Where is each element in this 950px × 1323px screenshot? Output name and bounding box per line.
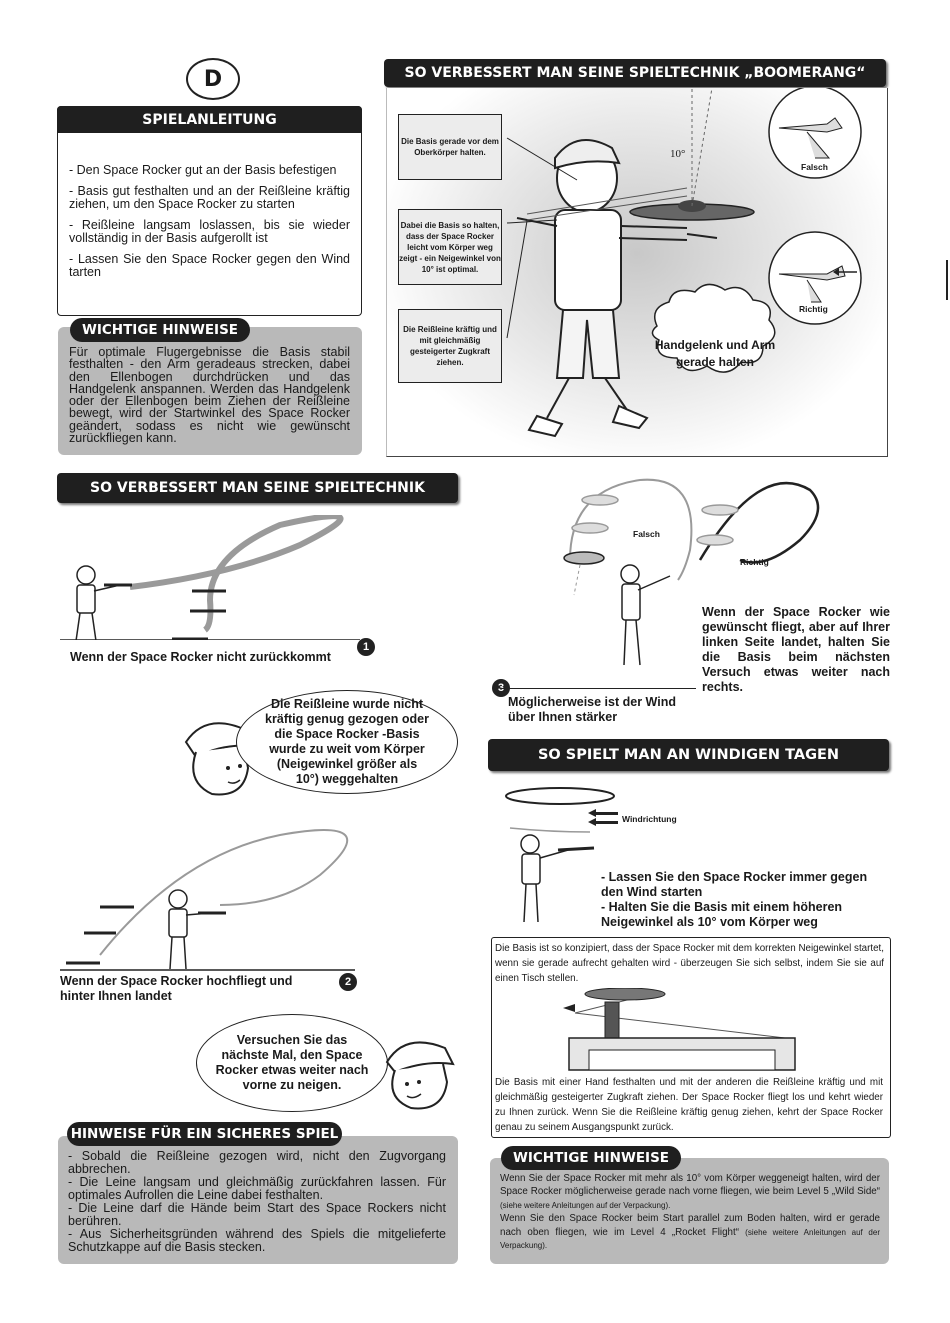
step-2: - Basis gut festhalten und an der Reißleine kräftig ziehen, um den Space Rocker zu starten: [69, 184, 350, 211]
callout-reissleine-text: Die Reißleine kräftig und mit gleichmäßig gesteigerter Zugkraft ziehen.: [403, 325, 497, 367]
richtig-label-scene3: Richtig: [740, 557, 769, 567]
scene-3-baseline: [500, 688, 696, 689]
wind-direction-label: Windrichtung: [622, 814, 677, 824]
sicher-item-4: - Aus Sicherheitsgründen während des Spiels die mitgelieferte Schutzkappe auf die Basis stecken.: [68, 1227, 446, 1254]
scene-1-illustration: [60, 515, 370, 640]
windig-step-1: - Lassen Sie den Space Rocker immer gegen den Wind starten: [601, 870, 868, 899]
falsch-label-top: Falsch: [801, 162, 828, 172]
wichtige-hinweise-header: [70, 318, 250, 342]
sicher-header: [67, 1122, 342, 1146]
wichtige-hinweise-text: Für optimale Flugergebnisse die Basis stabil festhalten - den Arm geradeaus strecken, dabei den Ellenbogen durchdrücken und das Handgelenk anspannen. Werden das Handgelenk oder der Ellenbogen beim Ziehen der Reißleine bewegt, wird der Startwinkel des Space Rocker geändert, sodass es nicht wie gewünscht zurückfliegen kann.: [69, 345, 350, 446]
speech-bubble-1: [236, 690, 458, 794]
face-2-illustration: [381, 1032, 457, 1112]
spielanleitung-header: [57, 106, 362, 133]
angle-label: 10°: [670, 148, 686, 160]
technik-header: [57, 473, 458, 503]
table-demo-text-1: Die Basis ist so konzipiert, dass der Space Rocker mit dem korrekten Neigewinkel startet, wenn sie gerade aufrecht gehalten wird - überzeugen Sie sich selbst, indem Sie sie auf einen Tisch stellen.: [495, 943, 884, 984]
richtig-label-top: Richtig: [799, 304, 828, 314]
boomerang-title: SO VERBESSERT MAN SEINE SPIELTECHNIK „BOOMERANG“: [404, 65, 866, 81]
speech-bubble-1-text: Die Reißleine wurde nicht kräftig genug gezogen oder die Space Rocker -Basis wurde zu weit vom Körper (Neigewinkel größer als 10°) weggehalten: [265, 697, 429, 786]
wichtige-hinweise-2-text: [500, 1172, 880, 1252]
sicher-item-2: - Die Leine langsam und gleichmäßig zurückfahren lassen. Für optimales Aufrollen die Leine dabei festhalten.: [68, 1175, 446, 1202]
wichtige-hinweise-2-header: [501, 1146, 681, 1170]
wichtige-hinweise-2-p1: Wenn Sie der Space Rocker mit mehr als 10° vom Körper weggeneigt halten, wird der Space Rocker möglicherweise gerade nach vorne fliegen, wie beim Level 5 „Wild Side“ (siehe weitere Anleitungen auf der Verpackung).: [500, 1173, 880, 1210]
spielanleitung-title: SPIELANLEITUNG: [142, 111, 277, 128]
sicher-item-1: - Sobald die Reißleine gezogen wird, nicht den Zugvorgang abbrechen.: [68, 1149, 446, 1176]
case-number-3: 3: [492, 679, 510, 697]
case-2-label: Wenn der Space Rocker hochfliegt und hinter Ihnen landet: [60, 974, 293, 1003]
sicher-list: [68, 1150, 446, 1254]
child-figure: [517, 140, 717, 436]
language-badge-label: D: [203, 66, 223, 92]
callout-neigewinkel: [398, 209, 502, 285]
wrist-note: Handgelenk und Arm gerade halten: [654, 338, 776, 369]
speech-bubble-2-text: Versuchen Sie das nächste Mal, den Space Rocker etwas weiter nach vorne zu neigen.: [215, 1033, 369, 1092]
step-4: - Lassen Sie den Space Rocker gegen den Wind tarten: [69, 252, 350, 279]
case-number-2: 2: [339, 973, 357, 991]
callout-basis-gerade: [398, 114, 502, 180]
windig-header: [488, 739, 889, 771]
page-edge-marker: [946, 260, 948, 300]
windig-step-2: - Halten Sie die Basis mit einem höheren Neigewinkel als 10° vom Körper weg: [601, 900, 843, 929]
step-1: - Den Space Rocker gut an der Basis befestigen: [69, 163, 337, 177]
language-badge: [186, 58, 240, 100]
spielanleitung-steps: [69, 164, 350, 279]
windig-steps: [601, 870, 891, 930]
windig-title: SO SPIELT MAN AN WINDIGEN TAGEN: [537, 747, 840, 763]
case-number-1: 1: [357, 638, 375, 656]
callout-reissleine: [398, 309, 502, 383]
sicher-title: HINWEISE FÜR EIN SICHERES SPIEL: [70, 1126, 339, 1142]
technik-title: SO VERBESSERT MAN SEINE SPIELTECHNIK: [90, 480, 425, 496]
wichtige-hinweise-2-title: WICHTIGE HINWEISE: [512, 1150, 670, 1166]
case-3-right-text: Wenn der Space Rocker wie gewünscht fliegt, aber auf Ihrer linken Seite landet, halten Sie die Basis beim nächsten Versuch etwas weiter nach rechts.: [702, 605, 890, 694]
callout-neigewinkel-text: Dabei die Basis so halten, dass der Space Rocker leicht vom Körper weg zeigt - ein Neigewinkel von 10° ist optimal.: [399, 220, 501, 274]
sicher-item-3: - Die Leine darf die Hände beim Start des Space Rockers nicht berühren.: [68, 1201, 446, 1228]
scene-2-illustration: [60, 815, 360, 975]
wichtige-hinweise-2-p2: Wenn Sie den Space Rocker beim Start parallel zum Boden halten, wird er gerade nach oben fliegen, wie im Level 4 „Rocket Flight“ (siehe weitere Anleitungen auf der Verpackung).: [500, 1213, 880, 1251]
speech-bubble-2: [196, 1014, 388, 1112]
case-3-left-text: Möglicherweise ist der Wind über Ihnen stärker: [508, 695, 676, 724]
wichtige-hinweise-title: WICHTIGE HINWEISE: [81, 322, 239, 338]
falsch-label-scene3: Falsch: [633, 529, 660, 539]
table-demo-illustration: [555, 988, 815, 1078]
table-demo-text-2: Die Basis mit einer Hand festhalten und mit der anderen die Reißleine kräftig und mit gleichmäßig gesteigerter Zugkraft ziehen. Der Space Rocker fliegt los und kehrt wieder zu Ihnen zurück. Wenn Sie die Reißleine kräftig genug ziehen, kehrt der Space Rocker genau zu seinem Ausgangspunkt zurück.: [495, 1077, 883, 1133]
callout-basis-gerade-text: Die Basis gerade vor dem Oberkörper halten.: [401, 137, 499, 157]
step-3: - Reißleine langsam loslassen, bis sie wieder vollständig in der Basis aufgerollt ist: [69, 218, 350, 245]
case-1-label: Wenn der Space Rocker nicht zurückkommt: [70, 650, 331, 664]
boomerang-header: [384, 59, 886, 87]
